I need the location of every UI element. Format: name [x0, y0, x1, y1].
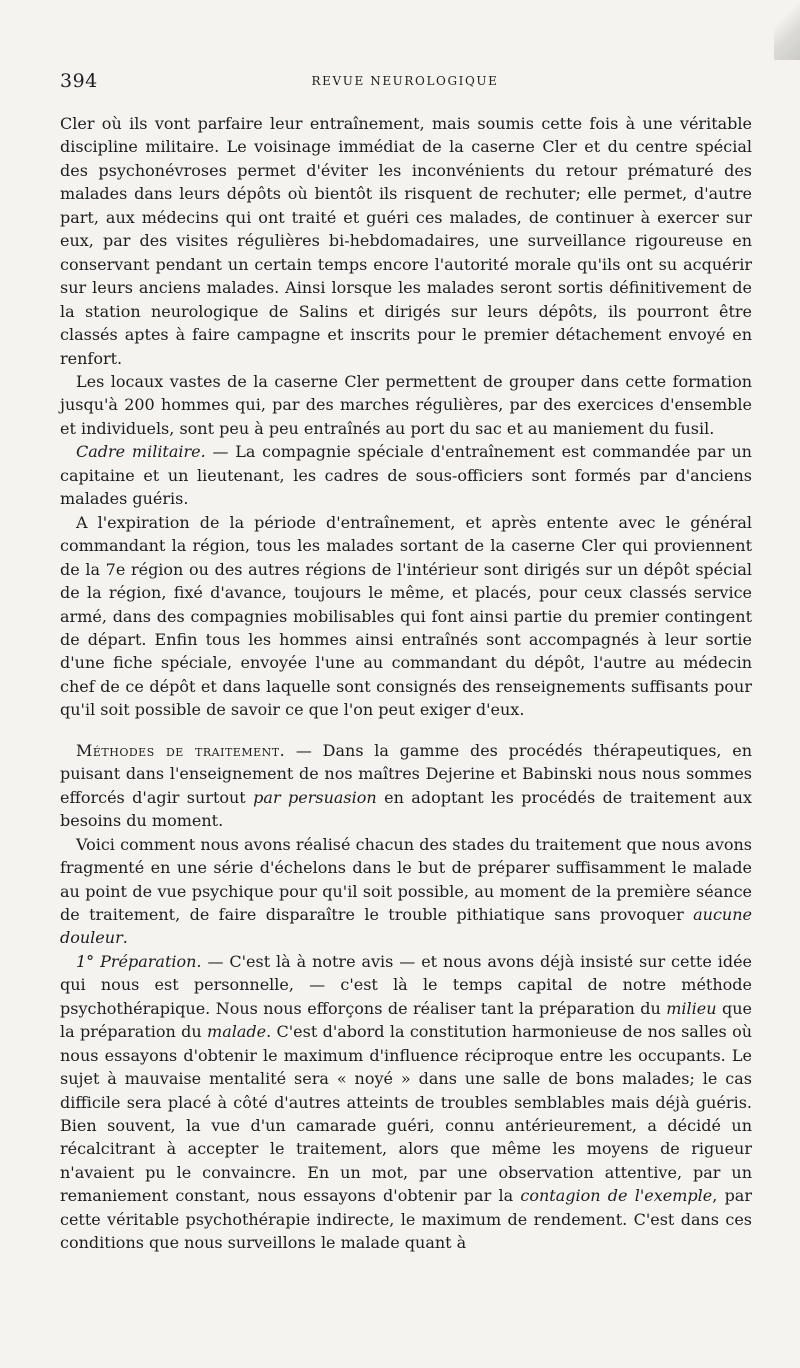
- section-heading: Méthodes de traitement.: [76, 740, 286, 760]
- article-body: [60, 112, 752, 1255]
- paragraph: Cler où ils vont parfaire leur entraînement, mais soumis cette fois à une véritable discipline militaire. Le voisinage immédiat de la caserne Cler et du centre spécial des psychonévroses permet d'éviter les inconvénients du retour prématuré des malades dans leurs dépôts où bientôt ils risquent de rechuter; elle permet, d'autre part, aux médecins qui ont traité et guéri ces malades, de continuer à exercer sur eux, par des visites régulières bi-hebdomadaires, une surveillance rigoureuse en conservant pendant un certain temps encore l'autorité morale qu'ils ont su acquérir sur leurs anciens malades. Ainsi lorsque les malades seront sortis définitivement de la station neurologique de Salins et dirigés sur leurs dépôts, ils pourront être classés aptes à faire campagne et inscrits pour le premier détachement envoyé en renfort.: [60, 114, 752, 368]
- paragraph-lead: Cadre militaire.: [76, 442, 206, 462]
- paragraph: Voici comment nous avons réalisé chacun des stades du traitement que nous avons fragmenté en une série d'échelons dans le but de préparer suffisamment le malade au point de vue psychique pour qu'il soit possible, au moment de la première séance de traitement, de faire disparaître le trouble pithiatique sans provoquer aucune douleur.: [60, 834, 752, 948]
- journal-title: REVUE NEUROLOGIQUE: [311, 74, 499, 88]
- paragraph: 1° Préparation. — C'est là à notre avis — et nous avons déjà insisté sur cette idée qui nous est personnelle, — c'est là le temps capital de notre méthode psychothérapique. Nous nous efforçons de réaliser tant la préparation du milieu que la préparation du malade. C'est d'abord la constitution harmonieuse de nos salles où nous essayons d'obtenir le maximum d'influence réciproque entre les occupants. Le sujet à mauvaise mentalité sera « noyé » dans une salle de bons malades; le cas difficile sera placé à côté d'autres atteints de troubles semblables mais déjà guéris. Bien souvent, la vue d'un camarade guéri, connu antérieurement, a décidé un récalcitrant à accepter le traitement, alors que même les moyens de rigueur n'avaient pu le convaincre. En un mot, par une observation attentive, par un remaniement constant, nous essayons d'obtenir par la contagion de l'exemple, par cette véritable psychothérapie indirecte, le maximum de rendement. C'est dans ces conditions que nous surveillons le malade quant à: [60, 951, 753, 1253]
- paragraph: A l'expiration de la période d'entraînement, et après entente avec le général commandant la région, tous les malades sortant de la caserne Cler qui proviennent de la 7e région ou des autres régions de l'intérieur sont dirigés sur un dépôt spécial de la région, fixé d'avance, toujours le même, et placés, pour ceux classés service armé, dans des compagnies mobilisables qui font ainsi partie du premier contingent de départ. Enfin tous les hommes ainsi entraînés sont accompagnés à leur sortie d'une fiche spéciale, envoyée l'une au commandant du dépôt, l'autre au médecin chef de ce dépôt et dans laquelle sont consignés des renseignements suffisants pour qu'il soit possible de savoir ce que l'on peut exiger d'eux.: [60, 512, 752, 720]
- paragraph: Cadre militaire. — La compagnie spéciale d'entraînement est commandée par un capitaine et un lieutenant, les cadres de sous-officiers sont formés par d'anciens malades guéris.: [60, 442, 752, 509]
- paragraph-lead: 1° Préparation.: [76, 951, 202, 971]
- section-paragraph: Méthodes de traitement. — Dans la gamme des procédés thérapeutiques, en puisant dans l'enseignement de nos maîtres Dejerine et Babinski nous nous sommes efforcés d'agir surtout par persuasion en adoptant les procédés de traitement aux besoins du moment.: [60, 740, 753, 831]
- scan-artifact: [774, 0, 800, 60]
- page-number: 394: [60, 70, 98, 92]
- paragraph: Les locaux vastes de la caserne Cler permettent de grouper dans cette formation jusqu'à 200 hommes qui, par des marches régulières, par des exercices d'ensemble et individuels, sont peu à peu entraînés au port du sac et au maniement du fusil.: [60, 371, 752, 438]
- page-header: [60, 70, 750, 100]
